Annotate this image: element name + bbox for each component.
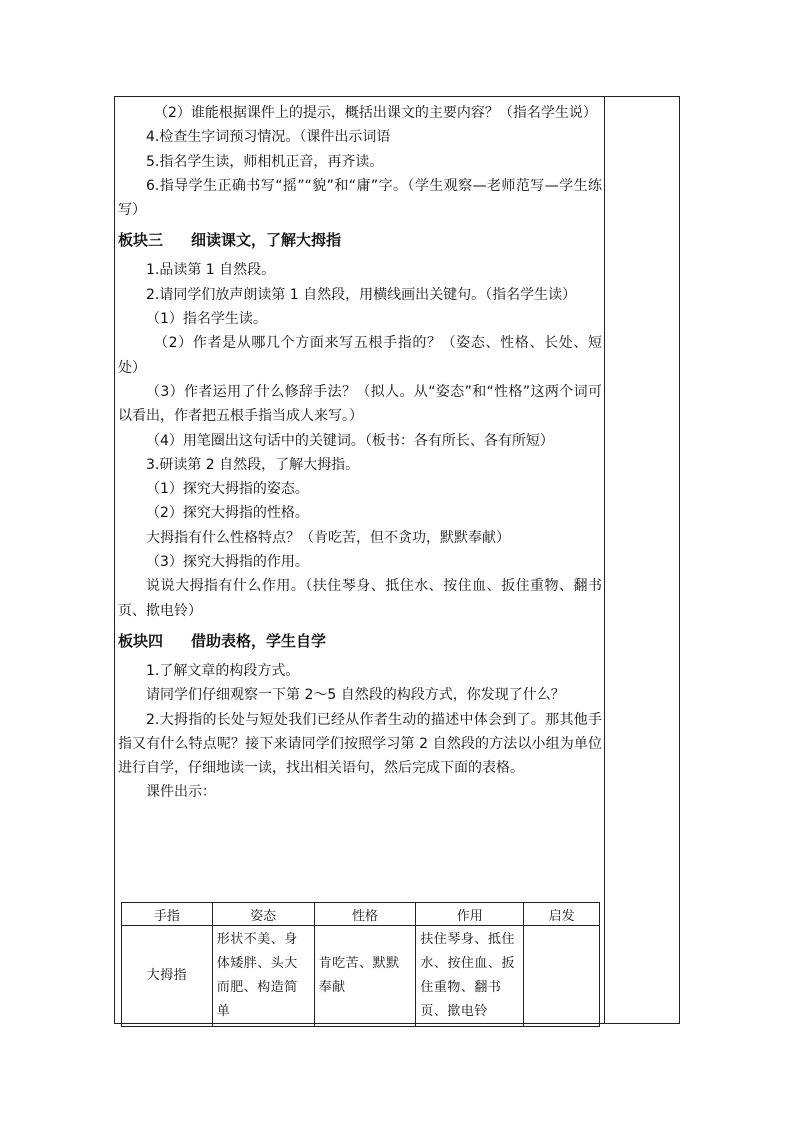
paragraph: 3.研读第 2 自然段，了解大拇指。: [146, 456, 360, 473]
table-header-row: [122, 903, 600, 926]
section-label: 板块四: [118, 631, 164, 650]
table-cell: 肯吃苦、默默奉献: [314, 926, 416, 1027]
paragraph: （3）探究大拇指的作用。: [146, 554, 309, 571]
section-title: 借助表格，学生自学: [191, 631, 327, 650]
table-cell: 扶住琴身、抵住水、按住血、扳住重物、翻书页、揿电铃: [416, 926, 524, 1027]
paragraph: 说说大拇指有什么作用。（扶住琴身、抵住水、按住血、扳住重物、翻书页、揿电铃）: [118, 578, 602, 619]
section-label: 板块三: [118, 231, 164, 250]
paragraph: 2.请同学们放声朗读第 1 自然段，用横线画出关键句。（指名学生读）: [146, 286, 577, 303]
paragraph: （2）谁能根据课件上的提示，概括出课文的主要内容？（指名学生说）: [154, 105, 597, 121]
paragraph: （3）作者运用了什么修辞手法？（拟人。从“姿态”和“性格”这两个词可以看出，作者把五根手指当成人来写。）: [118, 383, 602, 425]
table-header: 姿态: [212, 903, 314, 926]
paragraph: 请同学们仔细观察一下第 2～5 自然段的构段方式，你发现了什么？: [146, 687, 565, 704]
table-header: 手指: [122, 903, 213, 926]
paragraph: 4.检查生字词预习情况。（课件出示词语: [146, 129, 391, 146]
paragraph: 大拇指有什么性格特点？（肯吃苦，但不贪功，默默奉献）: [146, 529, 510, 546]
paragraph: 1.了解文章的构段方式。: [146, 662, 300, 679]
table-cell: 大拇指: [122, 926, 213, 1027]
paragraph: （1）探究大拇指的姿态。: [146, 481, 309, 498]
paragraph: 5.指名学生读，师相机正音，再齐读。: [146, 153, 384, 170]
paragraph: （1）指名学生读。: [146, 311, 267, 328]
paragraph: 6.指导学生正确书写“摇”“貌”和“庸”字。（学生观察—老师范写—学生练写）: [118, 177, 602, 219]
paragraph: 1.品读第 1 自然段。: [146, 262, 276, 279]
paragraph: （2）作者是从哪几个方面来写五根手指的？（姿态、性格、长处、短处）: [118, 335, 602, 376]
paragraph: （4）用笔圈出这句话中的关键词。（板书：各有所长、各有所短）: [146, 432, 554, 449]
table-cell: 形状不美、身体矮胖、头大而肥、构造简单: [212, 926, 314, 1027]
section-heading: [118, 629, 602, 653]
lesson-content: [118, 101, 602, 805]
table-cell: [524, 926, 600, 1027]
paragraph: （2）探究大拇指的性格。: [146, 505, 309, 522]
table-row: [122, 926, 600, 1027]
table-header: 作用: [416, 903, 524, 926]
section-title: 细读课文，了解大拇指: [191, 231, 342, 250]
paragraph: 课件出示：: [146, 784, 216, 801]
table-header: 启发: [524, 903, 600, 926]
finger-traits-table: [121, 902, 600, 1027]
section-heading: [118, 228, 602, 252]
table-header: 性格: [314, 903, 416, 926]
paragraph: 2.大拇指的长处与短处我们已经从作者生动的描述中体会到了。那其他手指又有什么特点呢？接下来请同学们按照学习第 2 自然段的方法以小组为单位进行自学，仔细地读一读，找出相关语句，然后完成下面的表格。: [118, 711, 602, 777]
column-divider: [604, 96, 605, 1024]
